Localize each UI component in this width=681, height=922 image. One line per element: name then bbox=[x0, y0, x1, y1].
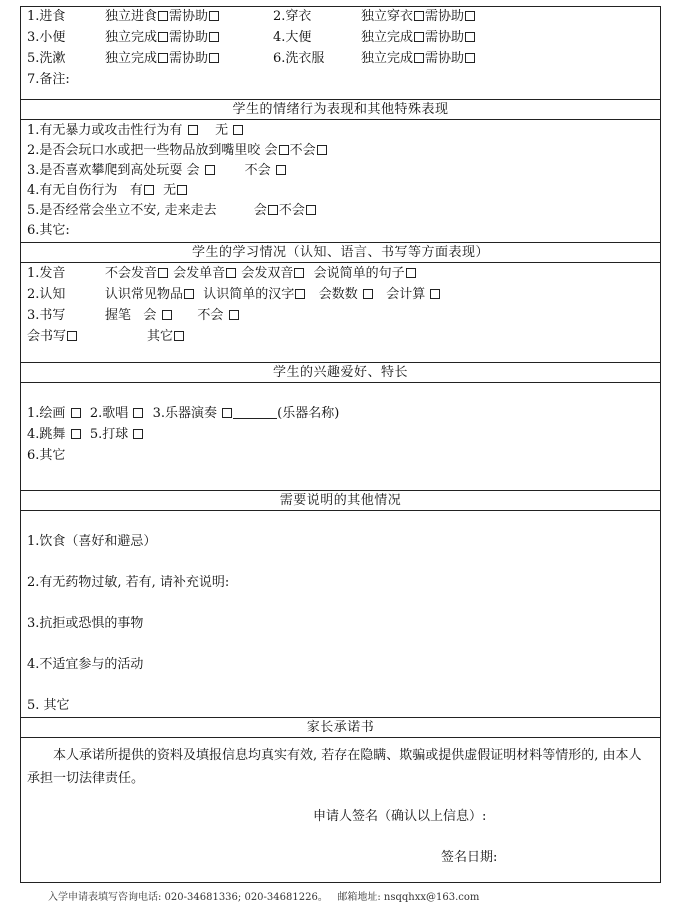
option-label: 3.乐器演奏 bbox=[152, 406, 218, 421]
checkbox[interactable] bbox=[226, 268, 236, 278]
option-label: 会 bbox=[143, 308, 157, 323]
self-care-row-2 bbox=[27, 29, 465, 47]
checkbox[interactable] bbox=[209, 53, 219, 63]
checkbox[interactable] bbox=[317, 145, 327, 155]
option-label: 需协助 bbox=[425, 9, 465, 24]
checkbox[interactable] bbox=[209, 32, 219, 42]
checkbox[interactable] bbox=[465, 11, 475, 21]
checkbox[interactable] bbox=[465, 53, 475, 63]
pledge-header: 家长承诺书 bbox=[21, 717, 660, 738]
checkbox[interactable] bbox=[177, 185, 187, 195]
question-label: 5.是否经常会坐立不安, 走来走去 bbox=[27, 203, 217, 218]
emotion-section bbox=[21, 120, 660, 242]
emotion-q1 bbox=[27, 122, 244, 140]
option-label: 握笔 bbox=[105, 308, 132, 323]
item-urinate: 3.小便 bbox=[27, 30, 66, 45]
checkbox[interactable] bbox=[162, 310, 172, 320]
learning-pronunciation bbox=[27, 265, 405, 283]
option-label: 有 bbox=[129, 183, 143, 198]
checkbox[interactable] bbox=[222, 408, 232, 418]
checkbox[interactable] bbox=[158, 268, 168, 278]
option-label: 不会 bbox=[244, 163, 271, 178]
option-label: 需协助 bbox=[425, 51, 465, 66]
other-section bbox=[21, 511, 660, 715]
item-eating: 1.进食 bbox=[27, 9, 66, 24]
emotion-q3 bbox=[27, 162, 287, 180]
option-label: 2.歌唱 bbox=[89, 406, 129, 421]
checkbox[interactable] bbox=[414, 11, 424, 21]
checkbox[interactable] bbox=[430, 289, 440, 299]
checkbox[interactable] bbox=[294, 268, 304, 278]
option-label: 不会 bbox=[197, 308, 224, 323]
pledge-text: 本人承诺所提供的资料及填报信息均真实有效, 若存在隐瞒、欺骗或提供虚假证明材料等情形的, 由本人承担一切法律责任。 bbox=[27, 748, 642, 786]
option-label: 不会 bbox=[289, 143, 316, 158]
checkbox[interactable] bbox=[414, 53, 424, 63]
option-label: 会 bbox=[253, 203, 267, 218]
item-label: 2.认知 bbox=[27, 287, 66, 302]
checkbox[interactable] bbox=[276, 165, 286, 175]
checkbox[interactable] bbox=[209, 11, 219, 21]
option-label: 4.跳舞 bbox=[27, 427, 66, 442]
option-label: 独立穿衣 bbox=[361, 9, 414, 24]
item-defecate: 4.大便 bbox=[273, 30, 312, 45]
checkbox[interactable] bbox=[158, 32, 168, 42]
self-care-remarks: 7.备注: bbox=[27, 72, 70, 87]
option-label: 1.绘画 bbox=[27, 406, 66, 421]
interest-other: 6.其它 bbox=[27, 448, 66, 463]
item-dressing: 2.穿衣 bbox=[273, 9, 312, 24]
checkbox[interactable] bbox=[268, 205, 278, 215]
option-label: 独立完成 bbox=[105, 51, 158, 66]
checkbox[interactable] bbox=[295, 289, 305, 299]
checkbox[interactable] bbox=[67, 331, 77, 341]
checkbox[interactable] bbox=[279, 145, 289, 155]
option-label: 独立完成 bbox=[361, 51, 414, 66]
emotion-header: 学生的情绪行为表现和其他特殊表现 bbox=[21, 99, 660, 120]
self-care-row-3 bbox=[27, 50, 465, 68]
self-care-section bbox=[21, 7, 660, 99]
emotion-q2 bbox=[27, 142, 328, 160]
option-label: 会 bbox=[186, 163, 200, 178]
other-allergy: 2.有无药物过敏, 若有, 请补充说明: bbox=[27, 575, 230, 590]
item-label: 1.发音 bbox=[27, 266, 66, 281]
checkbox[interactable] bbox=[133, 408, 143, 418]
learning-section bbox=[21, 263, 660, 362]
item-laundry: 6.洗衣服 bbox=[273, 51, 325, 66]
other-misc: 5. 其它 bbox=[27, 698, 70, 713]
interest-row-2 bbox=[27, 426, 144, 444]
checkbox[interactable] bbox=[205, 165, 215, 175]
checkbox[interactable] bbox=[363, 289, 373, 299]
interest-header: 学生的兴趣爱好、特长 bbox=[21, 362, 660, 383]
option-label: 不会发音 bbox=[105, 266, 158, 281]
checkbox[interactable] bbox=[465, 32, 475, 42]
signature-label: 申请人签名（确认以上信息）: bbox=[313, 809, 487, 824]
signature-date-label: 签名日期: bbox=[441, 850, 498, 865]
checkbox[interactable] bbox=[184, 289, 194, 299]
checkbox[interactable] bbox=[174, 331, 184, 341]
emotion-q6: 6.其它: bbox=[27, 223, 70, 238]
option-label: 独立进食 bbox=[105, 9, 158, 24]
other-header: 需要说明的其他情况 bbox=[21, 490, 660, 511]
checkbox[interactable] bbox=[229, 310, 239, 320]
question-label: 1.有无暴力或攻击性行为 bbox=[27, 123, 170, 138]
pledge-section bbox=[21, 738, 660, 884]
checkbox[interactable] bbox=[133, 429, 143, 439]
interest-section bbox=[21, 383, 660, 490]
checkbox[interactable] bbox=[306, 205, 316, 215]
item-label: 3.书写 bbox=[27, 308, 66, 323]
checkbox[interactable] bbox=[144, 185, 154, 195]
option-label: 认识常见物品 bbox=[105, 287, 184, 302]
form-frame bbox=[20, 6, 661, 883]
footer-contact: 入学申请表填写咨询电话: 020-34681336; 020-34681226。 邮箱地址: nsqqhxx@163.com bbox=[48, 892, 480, 903]
option-label: 无 bbox=[215, 123, 229, 138]
option-label: 会计算 bbox=[386, 287, 426, 302]
checkbox[interactable] bbox=[406, 268, 416, 278]
question-label: 2.是否会玩口水或把一些物品放到嘴里咬 bbox=[27, 143, 261, 158]
option-label: 会发双音 bbox=[241, 266, 294, 281]
option-label: 无 bbox=[163, 183, 177, 198]
option-label: 会 bbox=[264, 143, 278, 158]
checkbox[interactable] bbox=[158, 11, 168, 21]
option-label: 有 bbox=[169, 123, 183, 138]
checkbox[interactable] bbox=[233, 125, 243, 135]
checkbox[interactable] bbox=[71, 429, 81, 439]
other-fears: 3.抗拒或恐惧的事物 bbox=[27, 616, 144, 631]
learning-header: 学生的学习情况（认知、语言、书写等方面表现） bbox=[21, 242, 660, 263]
option-label: 独立完成 bbox=[105, 30, 158, 45]
other-diet: 1.饮食（喜好和避忌） bbox=[27, 534, 157, 549]
other-unsuitable-activities: 4.不适宜参与的活动 bbox=[27, 657, 144, 672]
learning-cognition bbox=[27, 286, 426, 304]
question-label: 3.是否喜欢攀爬到高处玩耍 bbox=[27, 163, 183, 178]
learning-writing bbox=[27, 307, 224, 325]
learning-writing-more bbox=[27, 328, 174, 346]
item-washing: 5.洗漱 bbox=[27, 51, 66, 66]
option-label: 会书写 bbox=[27, 329, 67, 344]
emotion-q4 bbox=[27, 182, 188, 200]
option-label: 需协助 bbox=[425, 30, 465, 45]
option-label: 独立完成 bbox=[361, 30, 414, 45]
option-label: 认识简单的汉字 bbox=[203, 287, 295, 302]
option-label: 5.打球 bbox=[89, 427, 129, 442]
option-label: 不会 bbox=[278, 203, 305, 218]
option-label: 会数数 bbox=[318, 287, 358, 302]
option-label: 会说简单的句子 bbox=[313, 266, 405, 281]
option-label: 其它 bbox=[147, 329, 174, 344]
checkbox[interactable] bbox=[414, 32, 424, 42]
option-label: 需协助 bbox=[169, 9, 209, 24]
option-label: 会发单音 bbox=[173, 266, 226, 281]
emotion-q5 bbox=[27, 202, 317, 220]
option-label: 需协助 bbox=[169, 30, 209, 45]
question-label: 4.有无自伤行为 bbox=[27, 183, 118, 198]
instrument-name-field[interactable] bbox=[233, 406, 277, 419]
option-label: 需协助 bbox=[169, 51, 209, 66]
interest-row-1 bbox=[27, 405, 339, 423]
checkbox[interactable] bbox=[158, 53, 168, 63]
checkbox[interactable] bbox=[188, 125, 198, 135]
option-label: (乐器名称) bbox=[277, 406, 340, 421]
self-care-row-1 bbox=[27, 8, 465, 26]
checkbox[interactable] bbox=[71, 408, 81, 418]
